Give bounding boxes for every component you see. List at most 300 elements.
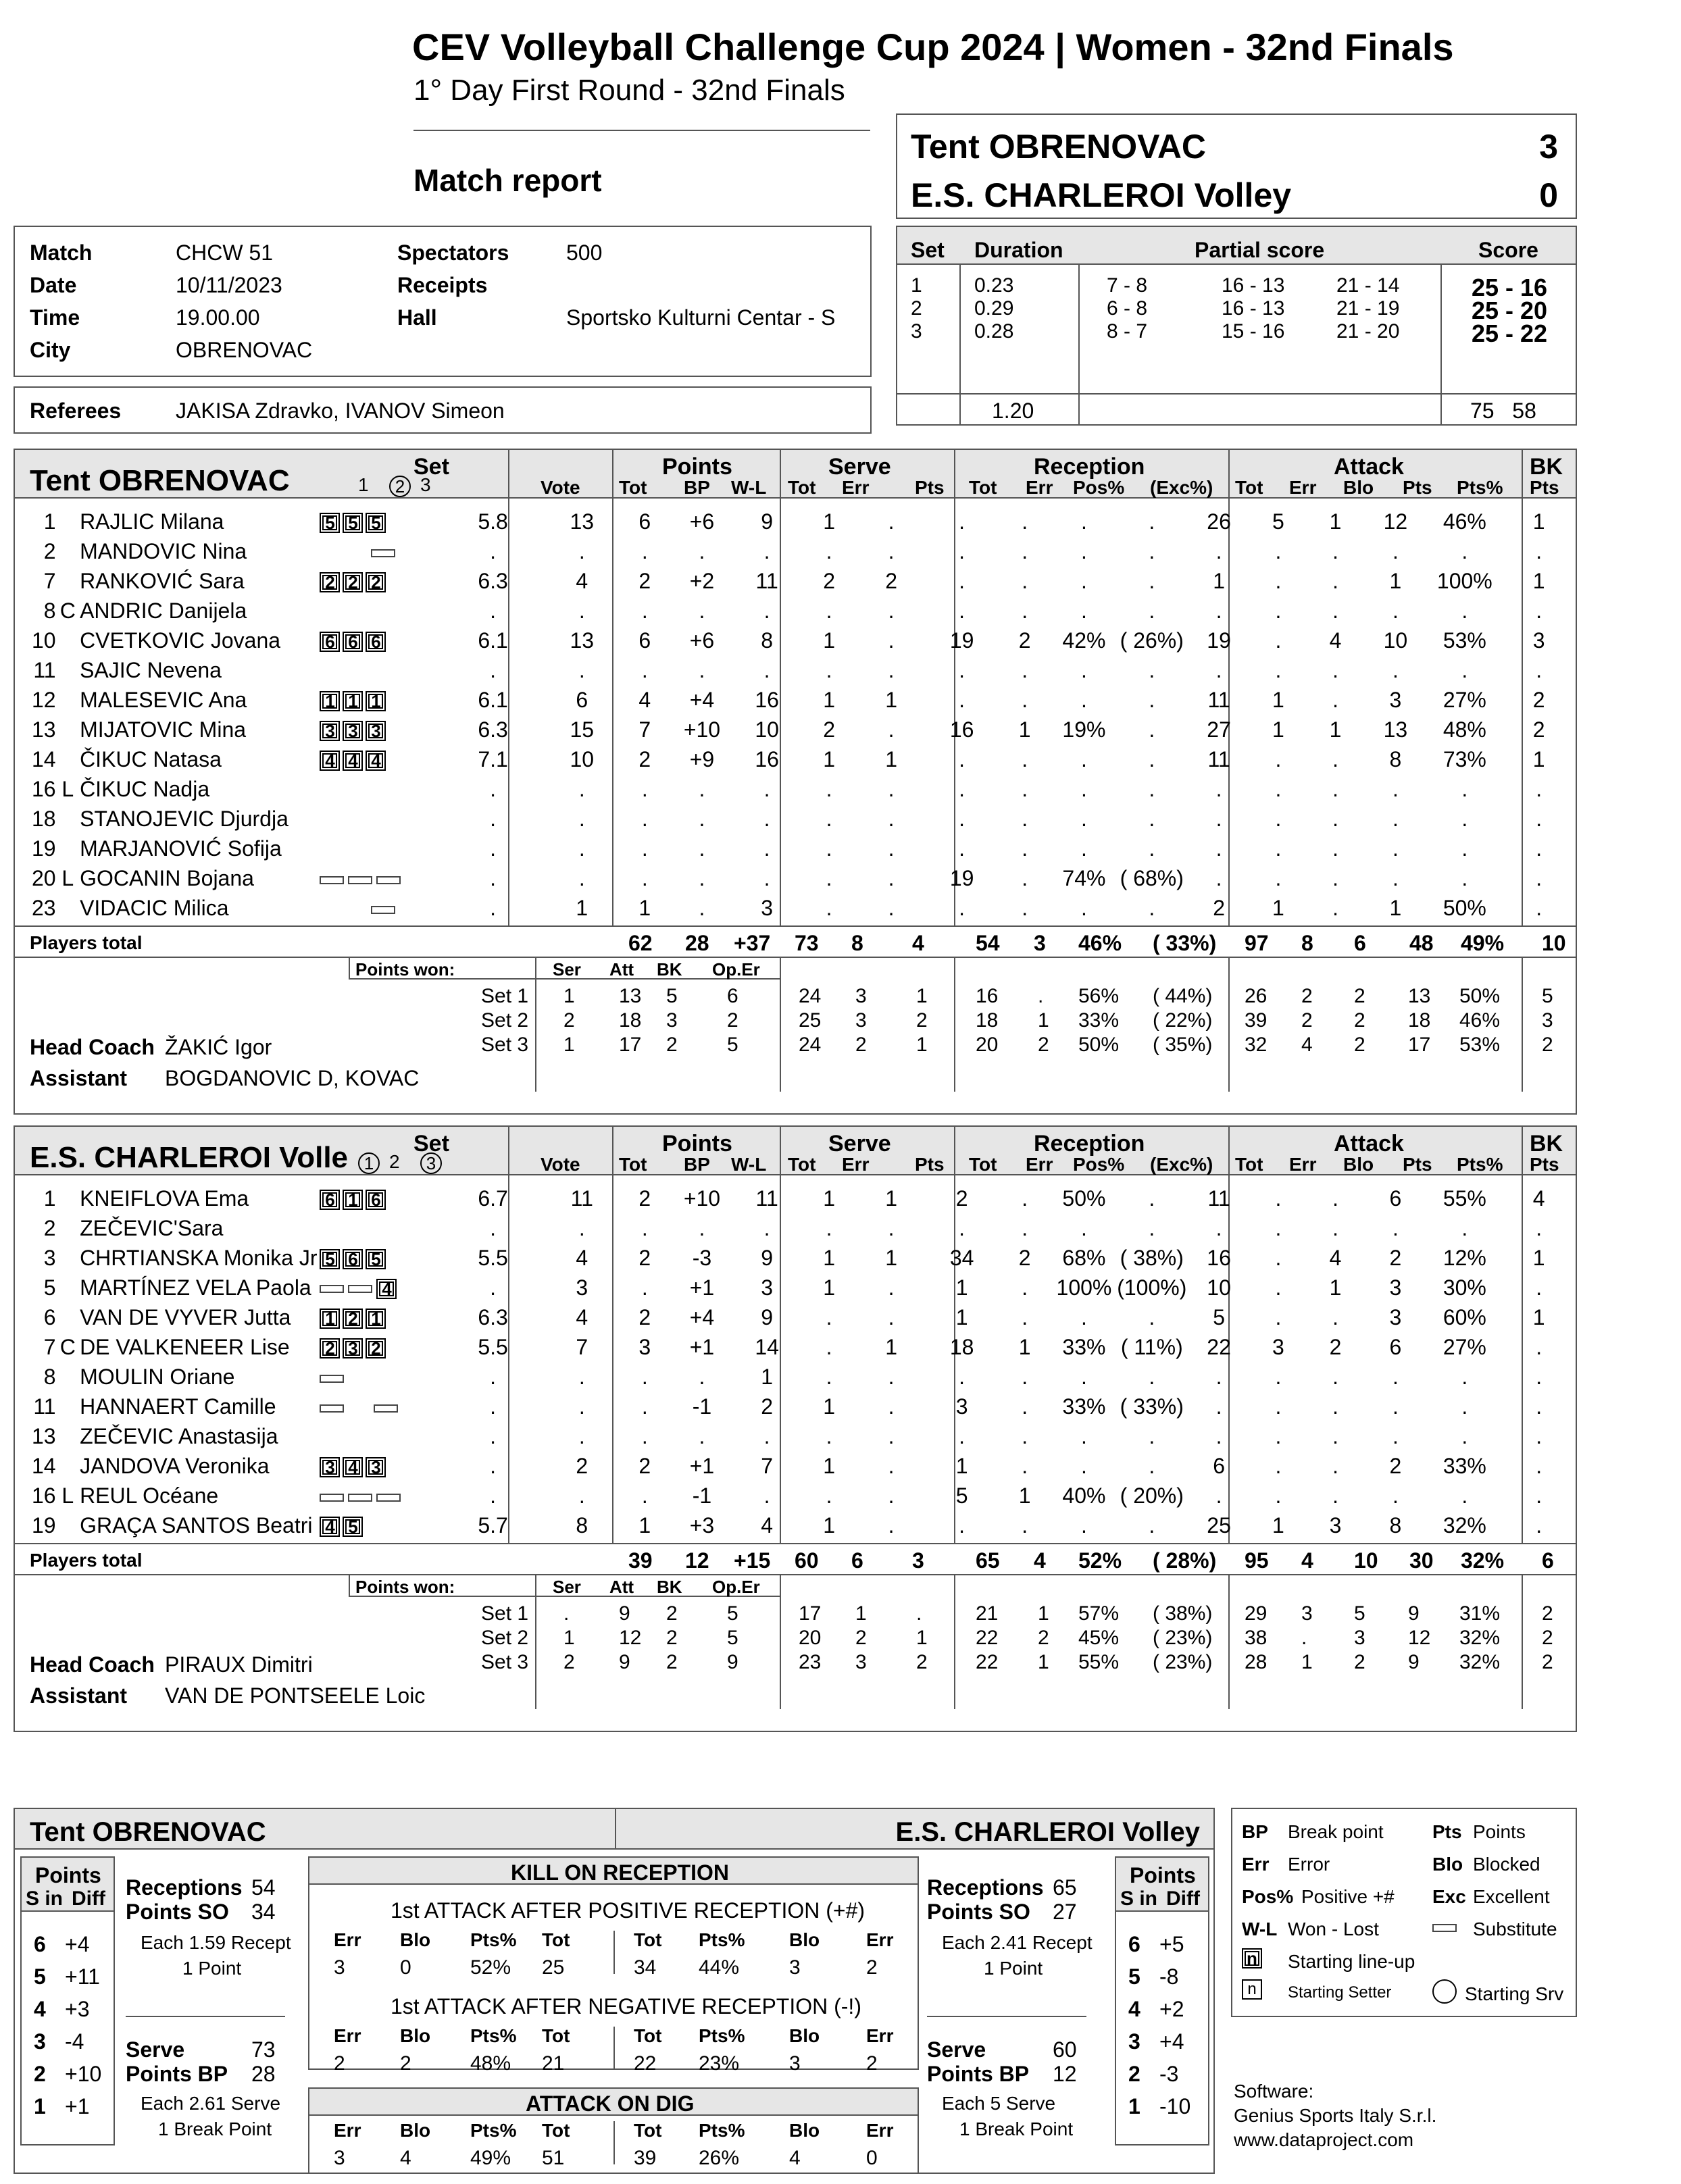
stat-cell: . [826, 658, 832, 682]
stat-cell: 16 [755, 747, 779, 771]
stat-cell: 19 [949, 866, 974, 890]
tot-col-header: Tot [788, 477, 816, 498]
set-score-cell: 16 - 13 [1222, 297, 1285, 320]
stat-cell: . [641, 599, 648, 623]
player-name: MARTÍNEZ VELA Paola [80, 1275, 311, 1300]
set-stat-cell: 2 [563, 1009, 575, 1032]
err-col-header: Err [842, 1154, 870, 1175]
set-stat-cell: 32% [1459, 1627, 1501, 1649]
stat-cell: 2 [1329, 1335, 1342, 1359]
serve-ratio-unit: 1 Break Point [158, 2118, 272, 2139]
set-stat-cell: 12 [1408, 1627, 1431, 1649]
stat-cell: . [490, 599, 497, 623]
stat-cell: . [641, 658, 648, 682]
stat-cell: . [1215, 1365, 1222, 1389]
rotation-number: 6 [34, 1932, 46, 1956]
stat-cell: +10 [683, 717, 721, 742]
set-stat-cell: 2 [916, 1651, 928, 1673]
set-stat-cell: 3 [855, 1009, 867, 1032]
stat-cell: . [888, 539, 895, 563]
err-col-header: Err [1026, 477, 1053, 498]
stat-cell: . [641, 1394, 648, 1419]
stat-cell: 1 [823, 509, 835, 534]
stat-cell: . [578, 1424, 585, 1448]
stat-cell: . [1536, 836, 1542, 861]
set-label: Set 2 [481, 1009, 529, 1032]
set-stat-cell: 38 [1245, 1627, 1268, 1649]
divider [15, 1543, 1576, 1544]
stat-cell: . [641, 539, 648, 563]
stat-cell: 10 [1207, 1275, 1231, 1300]
rotation-diff-label: Diff [72, 1887, 105, 1910]
date-value: 10/11/2023 [176, 273, 282, 297]
stat-cell: . [1080, 807, 1087, 831]
player-row [16, 1213, 1574, 1243]
player-name: CVETKOVIC Jovana [80, 628, 281, 653]
kill-col-header: Blo [400, 2120, 431, 2141]
stat-cell: . [1275, 1246, 1282, 1270]
stat-cell: . [1215, 777, 1222, 801]
stat-cell: . [1215, 599, 1222, 623]
set-label: Set 1 [481, 985, 529, 1007]
att-col-header: Att [609, 959, 634, 980]
stat-cell: . [888, 1216, 895, 1240]
stat-cell: 1 [1018, 1335, 1031, 1359]
stat-cell: 1 [1329, 509, 1342, 534]
stat-cell: . [826, 1424, 832, 1448]
stat-cell [56, 507, 80, 536]
stat-cell: 3 [761, 1275, 774, 1300]
kill-col-header: Pts% [699, 2120, 745, 2141]
stat-cell: 68% [1062, 1246, 1106, 1270]
stat-cell: . [826, 1365, 832, 1389]
stat-cell [56, 626, 80, 655]
lineup-position: 3 [366, 721, 386, 741]
divider [126, 2016, 285, 2017]
stat-cell: 2 [638, 747, 651, 771]
stat-cell: 1 [1018, 1483, 1031, 1508]
stat-cell: . [1149, 1424, 1155, 1448]
stat-cell: . [1536, 807, 1542, 831]
stat-cell: 1 [823, 1454, 835, 1478]
stat-cell: 2 [1389, 1246, 1402, 1270]
stat-cell: L [61, 866, 74, 890]
substitute-icon [374, 1404, 398, 1413]
stat-cell: . [888, 599, 895, 623]
set-score-cell: 25 - 16 [1472, 274, 1548, 301]
total-cell: 60 [795, 1548, 819, 1573]
total-cell: 39 [628, 1548, 653, 1573]
set-stat-cell: 5 [666, 985, 678, 1007]
stat-cell: 7 [638, 717, 651, 742]
stat-cell: . [1536, 777, 1542, 801]
lineup-position: 4 [343, 1457, 363, 1477]
rotation-diff: +11 [65, 1964, 100, 1989]
stat-cell: 2 [955, 1186, 968, 1211]
time-value: 19.00.00 [176, 305, 260, 330]
stat-cell: . [1332, 896, 1338, 920]
stat-cell: 5 [955, 1483, 968, 1508]
stat-cell: . [1392, 539, 1399, 563]
stat-cell: 9 [761, 509, 774, 534]
player-number: 5 [43, 1275, 56, 1300]
kill-col-header: Err [866, 2025, 894, 2046]
stat-cell: 1 [823, 1186, 835, 1211]
lineup-position: 4 [366, 751, 386, 771]
set-stat-cell: 22 [976, 1651, 999, 1673]
stat-cell: . [1536, 1275, 1542, 1300]
err-col-header: Err [1026, 1154, 1053, 1175]
stat-cell: . [699, 807, 705, 831]
stat-cell: . [1332, 1186, 1338, 1211]
stat-cell: 4 [1532, 1186, 1545, 1211]
stat-cell: . [1461, 539, 1468, 563]
stat-cell: . [1461, 1483, 1468, 1508]
legend-blo-value: Blocked [1473, 1854, 1540, 1875]
stat-cell: . [578, 836, 585, 861]
substitute-icon [320, 1404, 344, 1413]
set-stat-cell: 28 [1245, 1651, 1268, 1673]
player-row [16, 744, 1574, 774]
players-total-label: Players total [30, 932, 143, 953]
stat-cell: 16 [755, 688, 779, 712]
total-cell: 4 [912, 931, 924, 955]
column-divider [1522, 1574, 1523, 1709]
stat-cell: . [1461, 658, 1468, 682]
player-number: 23 [31, 896, 56, 920]
kill-col-header: Tot [634, 2120, 662, 2141]
stat-cell: +1 [689, 1335, 715, 1359]
reception-ratio-unit: 1 Point [182, 1958, 242, 1979]
player-name: SAJIC Nevena [80, 658, 222, 682]
pos-col-header: Pos% [1073, 477, 1125, 498]
lineup-position: 2 [343, 1309, 363, 1329]
stat-cell: . [826, 836, 832, 861]
stat-cell: . [888, 1275, 895, 1300]
set-stat-cell: 9 [619, 1602, 630, 1625]
total-cell: 54 [976, 931, 1000, 955]
set-stat-cell: 24 [799, 1034, 822, 1056]
set-stat-cell: 3 [666, 1009, 678, 1032]
stat-cell: 1 [638, 1513, 651, 1538]
stat-cell: 1 [576, 896, 588, 920]
assistant-name: BOGDANOVIC D, KOVAC [165, 1066, 420, 1090]
stat-cell: 6.3 [478, 1305, 508, 1329]
dig-title: ATTACK ON DIG [526, 2091, 695, 2116]
stat-cell: 3 [1532, 628, 1545, 653]
stat-cell: . [578, 777, 585, 801]
stat-cell: 2 [638, 1454, 651, 1478]
spectators-label: Spectators [397, 240, 509, 265]
team-name: E.S. CHARLEROI Volle [30, 1141, 349, 1174]
stat-cell: . [1275, 1216, 1282, 1240]
lineup-position: 6 [366, 1190, 386, 1210]
player-row [16, 655, 1574, 685]
player-number: 1 [43, 509, 56, 534]
city-value: OBRENOVAC [176, 338, 313, 362]
stat-cell: . [1332, 688, 1338, 712]
set-stat-cell: 31% [1459, 1602, 1501, 1625]
stat-cell: ( 20%) [1120, 1483, 1184, 1508]
set-stat-cell: 5 [727, 1602, 738, 1625]
total-cell: 6 [1354, 931, 1366, 955]
home-sets: 3 [1539, 128, 1558, 166]
stat-cell: . [1022, 1454, 1028, 1478]
stat-cell: 1 [955, 1275, 968, 1300]
set-stat-cell: 1 [563, 985, 575, 1007]
stat-cell: 8 [761, 628, 774, 653]
stat-cell: . [888, 866, 895, 890]
stat-cell: -3 [692, 1246, 712, 1270]
kill-value: 4 [789, 2147, 801, 2169]
report-title: CEV Volleyball Challenge Cup 2024 | Women - 32nd Finals [412, 26, 1454, 68]
stat-cell: 8 [1389, 1513, 1402, 1538]
stat-cell: 1 [1532, 509, 1545, 534]
player-row [16, 1362, 1574, 1392]
stat-cell: . [1275, 1454, 1282, 1478]
player-name: ČIKUC Natasa [80, 747, 222, 771]
set-stat-cell: 53% [1459, 1034, 1501, 1056]
starting-serve-icon [1432, 1979, 1457, 2004]
stat-cell: . [1149, 1454, 1155, 1478]
stat-cell: . [490, 1483, 497, 1508]
total-cell: 8 [1301, 931, 1313, 955]
kill-value: 2 [866, 2052, 878, 2075]
stat-cell: 30% [1442, 1275, 1486, 1300]
legend-wl-key: W-L [1242, 1919, 1278, 1939]
stat-cell: . [699, 1424, 705, 1448]
set-stat-cell: 56% [1078, 985, 1120, 1007]
set-stat-cell: ( 23%) [1153, 1627, 1213, 1649]
stat-cell: . [1275, 807, 1282, 831]
substitute-icon [371, 549, 395, 557]
rotation-number: 1 [1128, 2094, 1140, 2118]
set-stat-cell: 18 [1408, 1009, 1431, 1032]
stat-cell: . [1215, 658, 1222, 682]
stat-cell: . [1332, 1365, 1338, 1389]
set-score-cell: 21 - 19 [1336, 297, 1400, 320]
lineup-position: 1 [320, 691, 340, 711]
stat-cell: . [1332, 836, 1338, 861]
stat-cell: . [1332, 1305, 1338, 1329]
rotation-number: 4 [34, 1997, 46, 2021]
points-won-label: Points won: [355, 1577, 455, 1597]
player-name: MOULIN Oriane [80, 1365, 235, 1389]
set-score-cell: 0.23 [974, 274, 1014, 297]
lineup-position: 5 [343, 1517, 363, 1537]
lineup-position: 5 [320, 1249, 340, 1269]
match-code: CHCW 51 [176, 240, 274, 265]
stat-cell: . [699, 658, 705, 682]
stat-cell: 6 [576, 688, 588, 712]
stat-cell: 6.3 [478, 569, 508, 593]
stat-cell: . [888, 717, 895, 742]
player-row [16, 1273, 1574, 1302]
stat-cell: 1 [638, 896, 651, 920]
stat-cell: 3 [1389, 1275, 1402, 1300]
stat-cell: . [959, 747, 965, 771]
set-stat-cell: 2 [855, 1034, 867, 1056]
bk-group-header: BK [1530, 454, 1563, 480]
set-stat-cell: 1 [1038, 1009, 1049, 1032]
stat-cell: 1 [761, 1365, 774, 1389]
stat-cell: . [1149, 1186, 1155, 1211]
set-stat-cell: 1 [563, 1627, 575, 1649]
stat-cell: 13 [1383, 717, 1408, 742]
player-number: 13 [31, 717, 56, 742]
stat-cell: . [1149, 599, 1155, 623]
stat-cell: 15 [570, 717, 595, 742]
set-label: Set 2 [481, 1627, 529, 1649]
stat-cell: . [1332, 1424, 1338, 1448]
stat-cell: . [490, 807, 497, 831]
stat-cell: . [641, 836, 648, 861]
stat-cell: 2 [1532, 688, 1545, 712]
stat-cell: 4 [1329, 628, 1342, 653]
stat-cell: . [1536, 1483, 1542, 1508]
player-row [16, 1243, 1574, 1273]
stat-cell [56, 804, 80, 834]
stat-cell: . [888, 777, 895, 801]
team-name: Tent OBRENOVAC [30, 464, 290, 497]
time-label: Time [30, 305, 80, 330]
total-cell: 3 [1034, 931, 1046, 955]
stat-cell: 11 [1207, 1186, 1230, 1211]
rotation-number: 2 [34, 2062, 46, 2086]
set-stat-cell: 3 [1354, 1627, 1365, 1649]
stat-cell [56, 1243, 80, 1273]
set-score-cell: 0.29 [974, 297, 1014, 320]
stat-cell: 19 [949, 628, 974, 653]
stat-cell: . [959, 1424, 965, 1448]
stat-cell: 2 [1213, 896, 1225, 920]
stat-cell: . [1022, 1275, 1028, 1300]
set-stat-cell: 29 [1245, 1602, 1268, 1625]
kill-value: 49% [470, 2147, 511, 2169]
stat-cell: . [490, 1454, 497, 1478]
stat-cell: 1 [1272, 896, 1284, 920]
stat-cell: 3 [1329, 1513, 1342, 1538]
stat-cell: . [888, 1365, 895, 1389]
stat-cell: . [578, 539, 585, 563]
player-name: CHRTIANSKA Monika Jr [80, 1246, 318, 1270]
set-stat-cell: ( 23%) [1153, 1651, 1213, 1673]
kill-value: 52% [470, 1956, 511, 1979]
stat-cell: . [1536, 1513, 1542, 1538]
set-score-cell: 25 - 22 [1472, 320, 1548, 347]
hall-label: Hall [397, 305, 437, 330]
set-stat-cell: 9 [1408, 1602, 1420, 1625]
lineup-position: 4 [320, 751, 340, 771]
column-divider [1228, 1574, 1230, 1709]
player-number: 16 [31, 1483, 56, 1508]
stat-cell: 12% [1442, 1246, 1486, 1270]
stat-cell: . [490, 1424, 497, 1448]
set-stat-cell: 21 [976, 1602, 999, 1625]
player-name: RANKOVIĆ Sara [80, 569, 245, 593]
stat-cell: . [1080, 688, 1087, 712]
kill-title: KILL ON RECEPTION [511, 1860, 729, 1885]
stat-cell: 4 [638, 688, 651, 712]
stat-cell: . [1275, 836, 1282, 861]
stat-cell: 22 [1207, 1335, 1231, 1359]
stat-cell: 5.7 [478, 1513, 508, 1538]
stat-cell: 6.3 [478, 717, 508, 742]
set-stat-cell: 2 [916, 1009, 928, 1032]
stat-cell: . [959, 509, 965, 534]
player-name: HANNAERT Camille [80, 1394, 276, 1419]
stat-cell: . [699, 777, 705, 801]
stat-cell: . [1080, 1305, 1087, 1329]
stat-cell: . [641, 807, 648, 831]
player-row [16, 626, 1574, 655]
stat-cell: 8 [576, 1513, 588, 1538]
lineup-position: 5 [366, 513, 386, 533]
stat-cell: . [1332, 658, 1338, 682]
stat-cell [56, 1184, 80, 1213]
set-stat-cell: 2 [727, 1009, 738, 1032]
stat-cell: . [1461, 1424, 1468, 1448]
legend-pos-value: Positive +# [1301, 1886, 1395, 1907]
player-number: 11 [33, 1394, 56, 1419]
set-stat-cell: ( 35%) [1153, 1034, 1213, 1056]
points-so-value: 34 [251, 1900, 276, 1924]
wl-col-header: W-L [731, 1154, 767, 1175]
set-stat-cell: 2 [666, 1627, 678, 1649]
stat-cell: . [1536, 1394, 1542, 1419]
serve-ratio-unit: 1 Break Point [959, 2118, 1074, 2139]
set-stat-cell: 22 [976, 1627, 999, 1649]
kill-col-header: Err [334, 2025, 361, 2046]
player-row [16, 863, 1574, 893]
stat-cell: 48% [1442, 717, 1486, 742]
lineup-position: 1 [320, 1309, 340, 1329]
stat-cell [56, 685, 80, 715]
tot-col-header: Tot [969, 477, 997, 498]
stat-cell: . [1392, 1365, 1399, 1389]
player-name: ČIKUC Nadja [80, 777, 210, 801]
stat-cell: 2 [885, 569, 897, 593]
stat-cell: +3 [689, 1513, 715, 1538]
divider [15, 957, 1576, 958]
set-stat-cell: 3 [855, 1651, 867, 1673]
set-stat-cell: 55% [1078, 1651, 1120, 1673]
kill-col-header: Blo [789, 2120, 820, 2141]
stat-cell: 7.1 [478, 747, 508, 771]
substitute-icon [320, 1285, 344, 1293]
points-so-label: Points SO [126, 1900, 229, 1924]
stat-cell: 3 [761, 896, 774, 920]
substitute-icon [348, 1494, 372, 1502]
stat-cell: . [826, 1216, 832, 1240]
stat-cell: . [1149, 1305, 1155, 1329]
set-label: Set 1 [481, 1602, 529, 1625]
stat-cell: 11 [755, 1186, 778, 1211]
tot-col-header: Tot [619, 1154, 647, 1175]
stat-cell: . [826, 896, 832, 920]
set-stat-cell: 32 [1245, 1034, 1268, 1056]
stat-cell: 2 [1018, 1246, 1031, 1270]
lineup-position: 3 [366, 1457, 386, 1477]
date-label: Date [30, 273, 77, 297]
stat-cell: . [959, 777, 965, 801]
kill-value: 3 [789, 1956, 801, 1979]
software-url[interactable]: www.dataproject.com [1234, 2129, 1414, 2150]
stat-cell: 55% [1442, 1186, 1486, 1211]
kill-col-header: Tot [542, 1929, 570, 1950]
set-stat-cell: 24 [799, 985, 822, 1007]
spectators-value: 500 [566, 240, 603, 265]
